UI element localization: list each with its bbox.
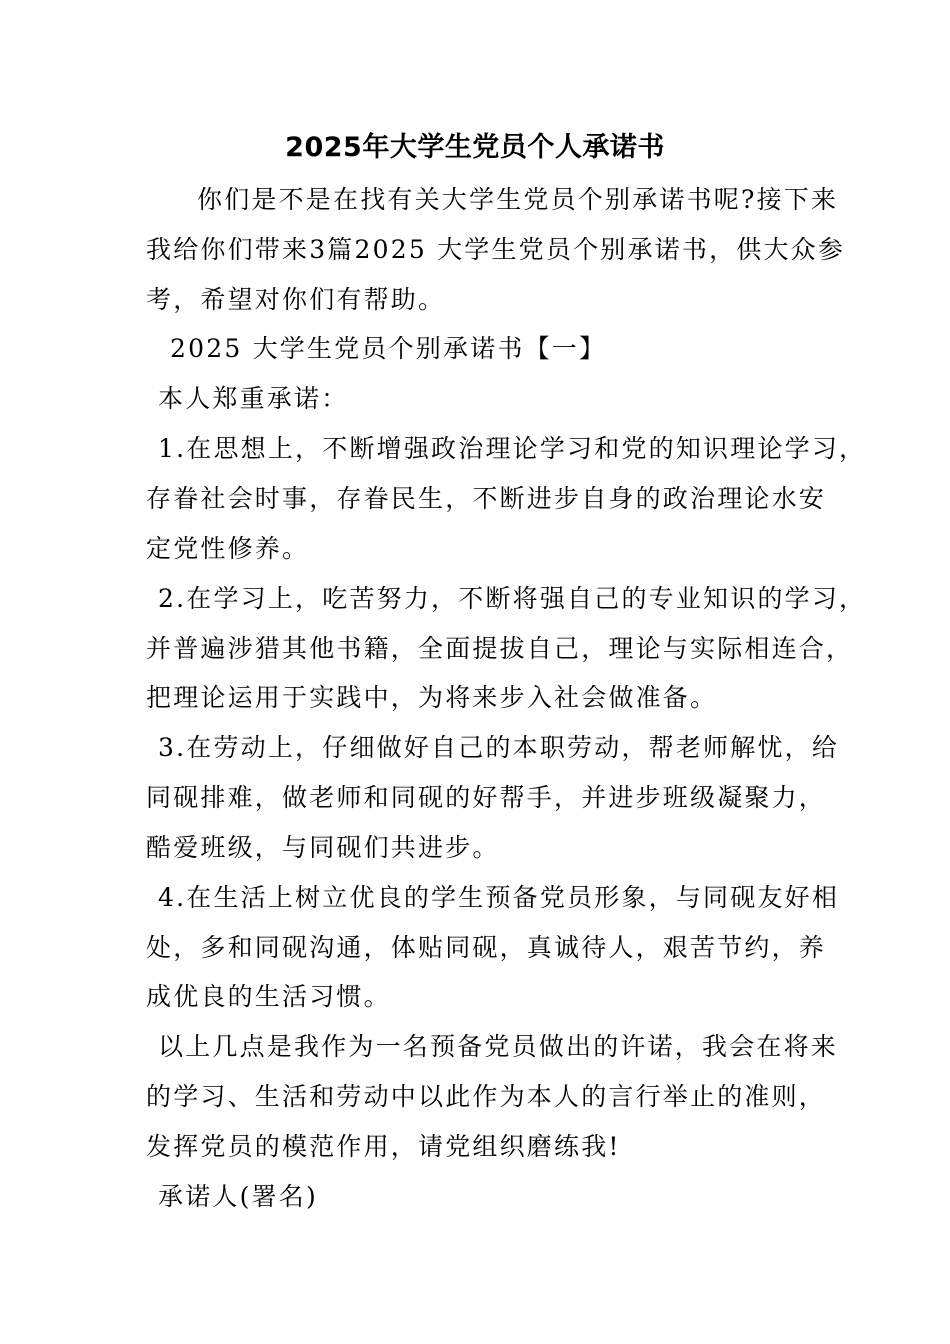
item-1-line-2: 存眷社会时事，存眷民生，不断进步自身的政治理论水安 [146, 484, 827, 513]
pledge-opening: 本人郑重承诺： [158, 384, 349, 413]
item-2-line-3: 把理论运用于实践中，为将来步入社会做准备。 [146, 683, 718, 712]
document-title: 2025年大学生党员个人承诺书 [285, 132, 665, 163]
item-3-line-3: 酷爱班级，与同砚们共进步。 [146, 833, 500, 862]
item-1-line-1: 1.在思想上，不断增强政治理论学习和党的知识理论学习， [158, 434, 867, 463]
item-4-line-2: 处，多和同砚沟通，体贴同砚，真诚待人，艰苦节约，养 [146, 933, 827, 962]
section-heading: 2025 大学生党员个别承诺书【一】 [170, 334, 607, 363]
closing-line-2: 的学习、生活和劳动中以此作为本人的言行举止的准则， [146, 1082, 827, 1111]
intro-line-2: 我给你们带来3篇2025 大学生党员个别承诺书，供大众参 [146, 235, 846, 264]
item-3-line-2: 同砚排难，做老师和同砚的好帮手，并进步班级凝聚力， [146, 783, 827, 812]
closing-line-1: 以上几点是我作为一名预备党员做出的许诺，我会在将来 [158, 1032, 839, 1061]
item-4-line-3: 成优良的生活习惯。 [146, 982, 391, 1011]
item-3-line-1: 3.在劳动上，仔细做好自己的本职劳动，帮老师解忧，给 [158, 733, 840, 762]
item-4-line-1: 4.在生活上树立优良的学生预备党员形象，与同砚友好相 [158, 883, 840, 912]
intro-line-3: 考，希望对你们有帮助。 [146, 285, 446, 314]
closing-line-3: 发挥党员的模范作用，请党组织磨练我! [146, 1132, 621, 1161]
signature-line: 承诺人(署名) [158, 1182, 318, 1211]
item-1-line-3: 定党性修养。 [146, 534, 310, 563]
intro-line-1: 你们是不是在找有关大学生党员个别承诺书呢?接下来 [197, 185, 839, 214]
item-2-line-2: 并普遍涉猎其他书籍，全面提拔自己，理论与实际相连合， [146, 634, 854, 663]
item-2-line-1: 2.在学习上，吃苦努力，不断将强自己的专业知识的学习， [158, 584, 867, 613]
